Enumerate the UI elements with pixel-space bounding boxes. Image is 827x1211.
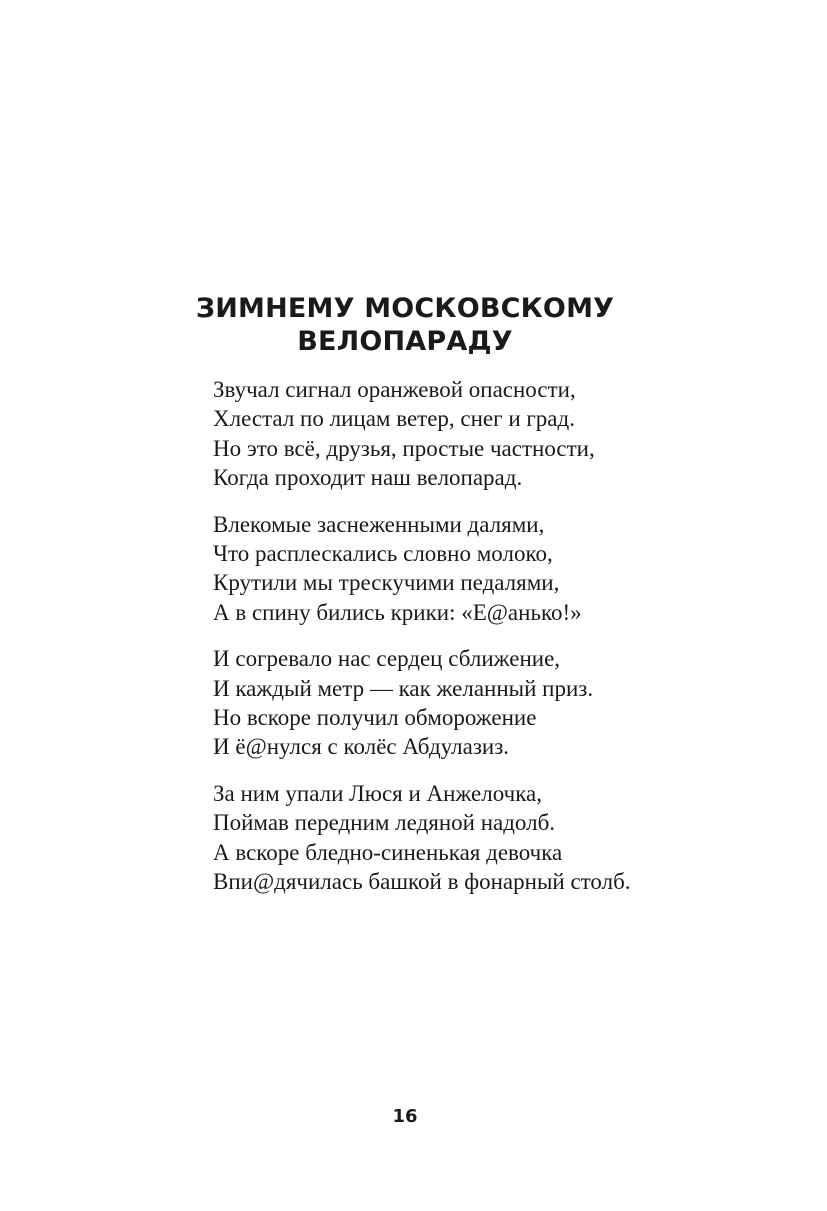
- poem-body: [213, 375, 793, 914]
- verse-line: Поймав передним ледяной надолб.: [213, 810, 556, 836]
- verse-line: А в спину бились крики: «Е@анько!»: [213, 599, 582, 625]
- verse-line: Что расплескались словно молоко,: [213, 541, 553, 567]
- verse-line: И согревало нас сердец сближение,: [213, 646, 561, 672]
- verse-line: А вскоре бледно-синенькая девочка: [213, 839, 563, 865]
- verse-line: Но это всё, друзья, простые частности,: [213, 435, 595, 461]
- verse-line: Впи@дячилась башкой в фонарный столб.: [213, 869, 631, 895]
- verse-line: За ним упали Люся и Анжелочка,: [213, 780, 542, 806]
- verse-line: Звучал сигнал оранжевой опасности,: [213, 377, 576, 402]
- verse-line: Но вскоре получил обморожение: [213, 705, 537, 731]
- verse-line: И каждый метр — как желанный приз.: [213, 675, 594, 701]
- page-number: 16: [392, 1106, 418, 1127]
- verse-line: Хлестал по лицам ветер, снег и град.: [213, 406, 575, 432]
- stanza-2: [213, 510, 793, 628]
- verse-line: Когда проходит наш велопарад.: [213, 465, 523, 491]
- stanza-3: [213, 644, 793, 762]
- verse-line: Влекомые заснеженными далями,: [213, 511, 545, 537]
- stanza-1: [213, 375, 793, 493]
- verse-line: И ё@нулся с колёс Абдулазиз.: [213, 734, 510, 760]
- poem-title-line-2: ВЕЛОПАРАДУ: [297, 326, 513, 357]
- stanza-4: [213, 779, 793, 897]
- poem-title: [0, 292, 810, 358]
- poem-title-line-1: ЗИМНЕМУ МОСКОВСКОМУ: [195, 293, 615, 324]
- verse-line: Крутили мы трескучими педалями,: [213, 570, 560, 596]
